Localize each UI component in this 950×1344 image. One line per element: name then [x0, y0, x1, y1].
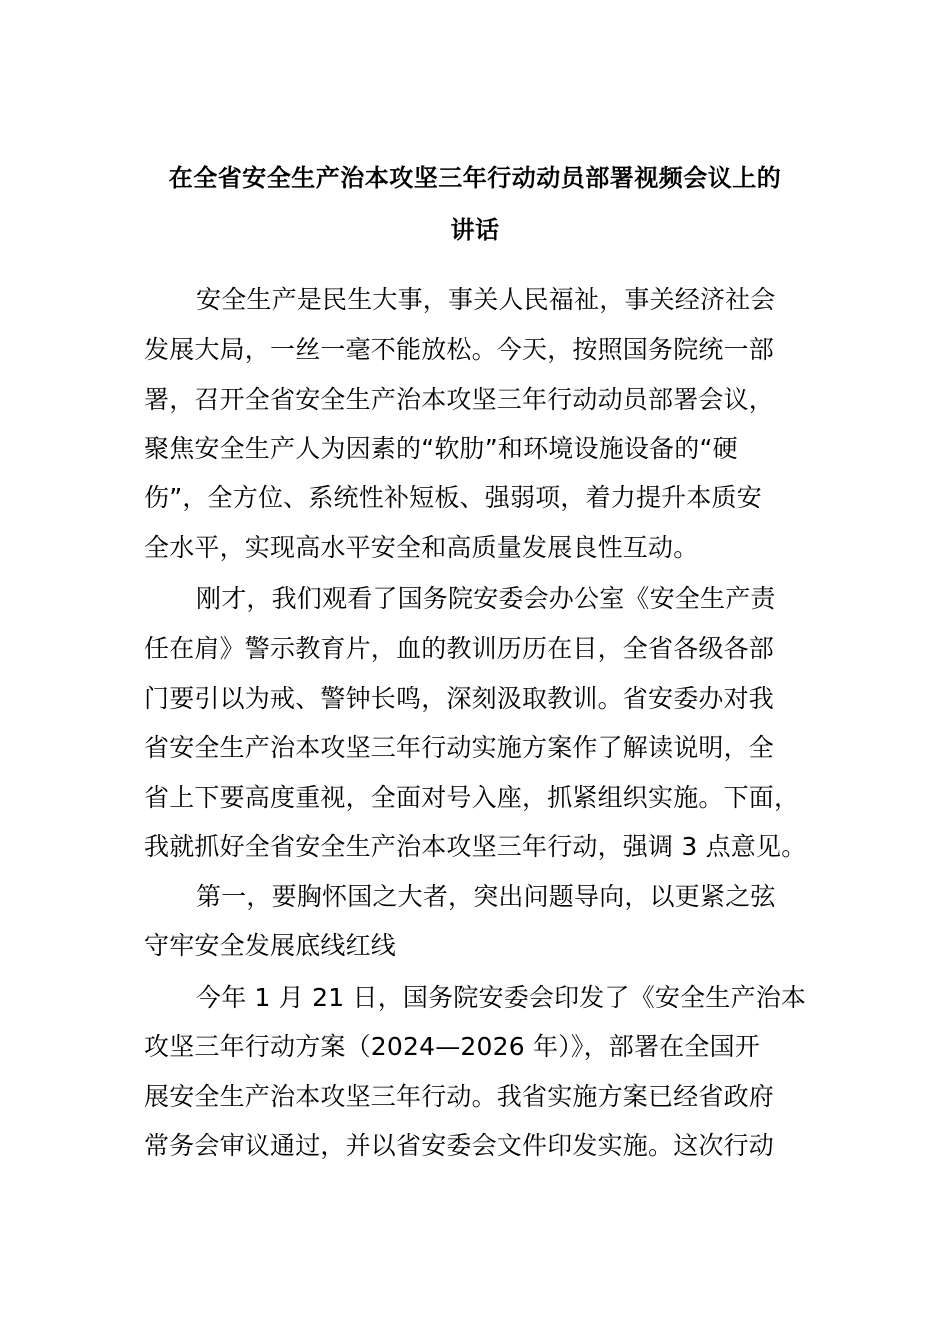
paragraph-line: 署，召开全省安全生产治本攻坚三年行动动员部署会议，: [144, 385, 775, 414]
paragraph-line: 聚焦安全生产人为因素的“软肋”和环境设施设备的“硬: [144, 434, 738, 463]
paragraph-line: 展安全生产治本攻坚三年行动。我省实施方案已经省政府: [144, 1082, 775, 1111]
paragraph-line: 常务会审议通过，并以省安委会文件印发实施。这次行动: [144, 1131, 775, 1160]
paragraph-line: 门要引以为戒、警钟长鸣，深刻汲取教训。省安委办对我: [144, 684, 775, 713]
paragraph-line: 省上下要高度重视，全面对号入座，抓紧组织实施。下面，: [144, 783, 800, 812]
document-title-line-2: 讲话: [450, 216, 500, 244]
paragraph-line: 省安全生产治本攻坚三年行动实施方案作了解读说明，全: [144, 733, 775, 762]
paragraph-line: 我就抓好全省安全生产治本攻坚三年行动，强调 3 点意见。: [144, 832, 807, 861]
section-heading-line-2: 守牢安全发展底线红线: [144, 931, 397, 960]
section-heading-line-1: 第一，要胸怀国之大者，突出问题导向，以更紧之弦: [196, 882, 776, 911]
document-title-line-1: 在全省安全生产治本攻坚三年行动动员部署视频会议上的: [168, 164, 782, 192]
paragraph-line: 攻坚三年行动方案（2024—2026 年）》，部署在全国开: [144, 1032, 760, 1061]
paragraph-line: 任在肩》警示教育片，血的教训历历在目，全省各级各部: [144, 634, 775, 663]
paragraph-line: 今年 1 月 21 日，国务院安委会印发了《安全生产治本: [196, 983, 807, 1012]
paragraph-line: 伤”，全方位、系统性补短板、强弱项，着力提升本质安: [144, 483, 762, 512]
paragraph-line: 刚才，我们观看了国务院安委会办公室《安全生产责: [196, 584, 776, 613]
paragraph-line: 发展大局，一丝一毫不能放松。今天，按照国务院统一部: [144, 335, 775, 364]
paragraph-line: 全水平，实现高水平安全和高质量发展良性互动。: [144, 533, 699, 562]
paragraph-line: 安全生产是民生大事，事关人民福祉，事关经济社会: [196, 285, 776, 314]
